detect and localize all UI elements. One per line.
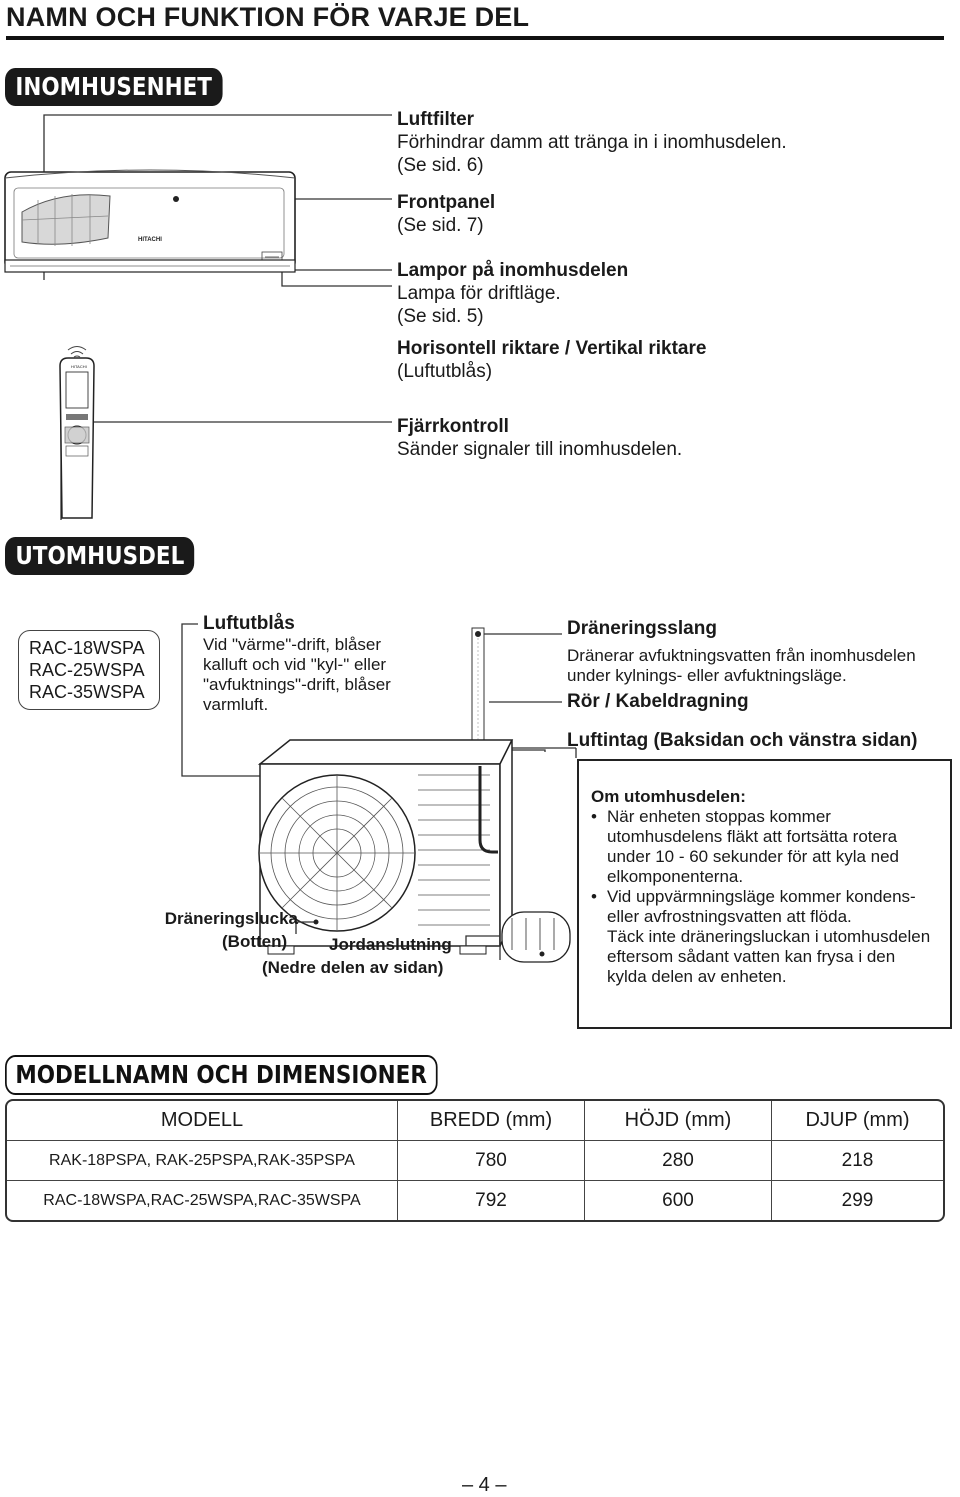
indoor-illustration [0,100,400,530]
table-header: HÖJD (mm) [585,1101,772,1141]
label-air-intake: Luftintag (Baksidan och vänstra sidan) [567,730,918,751]
outdoor-model: RAC-25WSPA [29,660,145,680]
label-air-filter-title: Luftfilter [397,109,475,130]
table-cell-depth: 218 [772,1141,943,1181]
label-air-outlet-title: Luftutblås [203,613,295,634]
table-cell-model: RAK-18PSPA, RAK-25PSPA,RAK-35PSPA [7,1141,398,1181]
table-cell-height: 600 [585,1181,772,1220]
note-bullet: • Vid uppvärmningsläge kommer kondens- eller avfrostningsvatten att flöda. [591,887,938,927]
label-indoor-lamps-title: Lampor på inomhusdelen [397,260,629,281]
note-title: Om utomhusdelen: [591,787,746,806]
label-indoor-lamps-line: (Se sid. 5) [397,306,484,327]
label-ground-title: Jordanslutning [329,935,452,954]
note-bullet: • När enheten stoppas kommer utomhusdelens fläkt att fortsätta rotera under 10 - 60 sekunder för att kyla ned elkomponenterna. [591,807,938,887]
title-rule [6,36,944,40]
label-piping: Rör / Kabeldragning [567,691,749,712]
label-indoor-lamps-line: Lampa för driftläge. [397,283,561,304]
label-air-filter-line: (Se sid. 6) [397,155,484,176]
table-row [7,1181,943,1220]
label-drain-hose [567,617,916,686]
label-front-panel [397,191,495,237]
label-air-outlet [203,612,443,715]
svg-text:HITACHI: HITACHI [71,364,87,369]
label-air-filter-line: Förhindrar damm att tränga in i inomhusdelen. [397,132,787,153]
label-drain-hose-title: Dräneringsslang [567,618,717,639]
label-ground-sub: (Nedre delen av sidan) [262,958,444,977]
outdoor-note-box [577,759,952,1029]
label-front-panel-line: (Se sid. 7) [397,215,484,236]
label-air-outlet-line: Vid "värme"-drift, blåser [203,635,382,654]
table-cell-width: 780 [398,1141,585,1181]
label-air-outlet-line: "avfuktnings"-drift, blåser [203,675,391,694]
section-label-indoor: INOMHUSENHET [5,68,222,106]
section-label-outdoor: UTOMHUSDEL [5,537,195,575]
table-header: DJUP (mm) [772,1101,943,1141]
label-ground [262,933,468,979]
table-cell-model: RAC-18WSPA,RAC-25WSPA,RAC-35WSPA [7,1181,398,1220]
page-number: – 4 – [462,1474,507,1496]
outdoor-model: RAC-35WSPA [29,682,145,702]
label-front-panel-title: Frontpanel [397,192,496,213]
table-row [7,1141,943,1181]
table-cell-width: 792 [398,1181,585,1220]
note-extra: Täck inte dräneringsluckan i utomhusdelen eftersom sådant vatten kan frysa i den kylda delen av enheten. [607,927,931,986]
note-bullets [591,807,938,927]
section-label-dimensions: MODELLNAMN OCH DIMENSIONER [5,1055,437,1095]
outdoor-model: RAC-18WSPA [29,638,145,658]
outdoor-model-list [18,630,160,710]
label-air-outlet-line: kalluft och vid "kyl-" eller [203,655,387,674]
label-louvres-title: Horisontell riktare / Vertikal riktare [397,338,707,359]
page-title: NAMN OCH FUNKTION FÖR VARJE DEL [6,2,530,32]
label-remote-line: Sänder signaler till inomhusdelen. [397,439,683,460]
brand-logo: HITACHI [138,237,162,243]
label-remote [397,415,682,461]
label-indoor-lamps [397,259,628,328]
table-header: BREDD (mm) [398,1101,585,1141]
table-header-row [7,1101,943,1141]
label-drain-hatch-sub: (Botten) [222,932,288,951]
label-air-outlet-line: varmluft. [203,695,269,714]
label-remote-title: Fjärrkontroll [397,416,509,437]
table-cell-depth: 299 [841,1189,874,1211]
label-air-filter [397,108,787,177]
dimensions-table [5,1099,945,1222]
table-header: MODELL [7,1101,398,1141]
label-louvres-line: (Luftutblås) [397,361,493,382]
label-drain-hose-line: Dränerar avfuktningsvatten från inomhusdelen [567,646,916,665]
table-cell-height: 280 [585,1141,772,1181]
label-drain-hatch-title: Dräneringslucka [164,909,298,928]
label-drain-hose-line: under kylnings- eller avfuktningsläge. [567,666,847,685]
label-louvres [397,337,706,383]
